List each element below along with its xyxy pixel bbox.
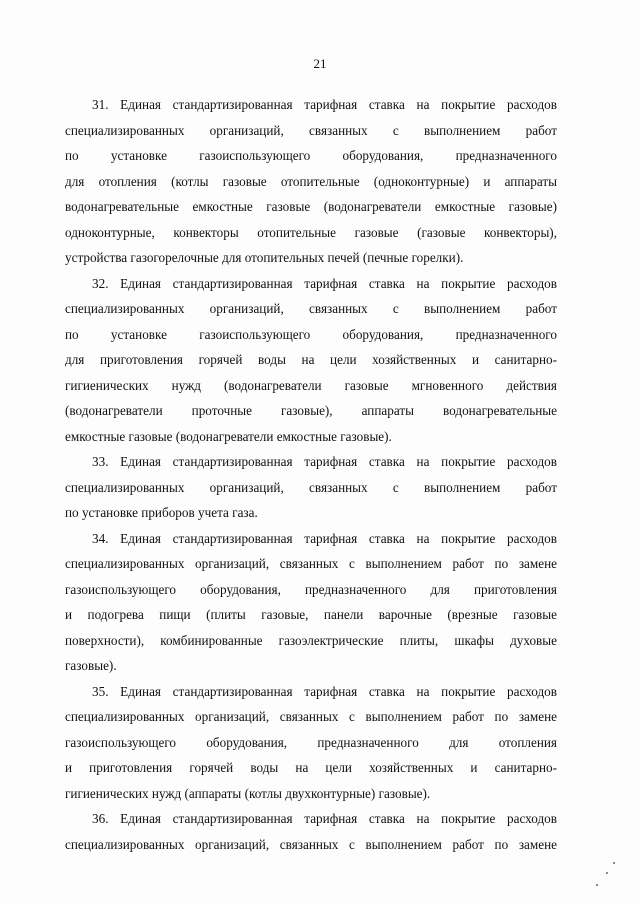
text-line: газоиспользующего оборудования, предназначенного для отопления bbox=[65, 734, 557, 750]
text-line: гигиенических нужд (аппараты (котлы двухконтурные) газовые). bbox=[65, 785, 431, 801]
paragraph-32 bbox=[65, 271, 557, 450]
paragraph-31 bbox=[65, 92, 557, 271]
scan-speck bbox=[606, 872, 608, 874]
text-line: по установке газоиспользующего оборудования, предназначенного bbox=[65, 148, 557, 163]
paragraph-36 bbox=[65, 806, 557, 857]
paragraph-33 bbox=[65, 449, 557, 526]
text-line: специализированных организаций, связанных с выполнением работ по замене bbox=[65, 709, 557, 724]
text-line: емкостные газовые (водонагреватели емкостные газовые). bbox=[65, 428, 392, 444]
text-line: водонагревательные емкостные газовые (водонагреватели емкостные газовые) bbox=[65, 199, 557, 214]
text-line: 31. Единая стандартизированная тарифная ставка на покрытие расходов bbox=[92, 97, 557, 112]
text-line: для отопления (котлы газовые отопительные (одноконтурные) и аппараты bbox=[65, 173, 557, 189]
text-line: для приготовления горячей воды на цели хозяйственных и санитарно- bbox=[65, 352, 557, 367]
text-line: по установке газоиспользующего оборудования, предназначенного bbox=[65, 326, 557, 342]
text-line: специализированных организаций, связанных с выполнением работ bbox=[65, 479, 557, 495]
text-line: 36. Единая стандартизированная тарифная ставка на покрытие расходов bbox=[92, 811, 557, 826]
text-line: и приготовления горячей воды на цели хозяйственных и санитарно- bbox=[65, 760, 557, 775]
scan-speck bbox=[596, 884, 598, 886]
text-line: гигиенических нужд (водонагреватели газовые мгновенного действия bbox=[65, 377, 557, 393]
text-line: одноконтурные, конвекторы отопительные газовые (газовые конвекторы), bbox=[65, 224, 557, 240]
text-line: и подогрева пищи (плиты газовые, панели варочные (врезные газовые bbox=[65, 607, 557, 622]
document-body bbox=[65, 92, 557, 857]
page-number: 21 bbox=[313, 56, 327, 71]
text-line: поверхности), комбинированные газоэлектрические плиты, шкафы духовые bbox=[65, 632, 557, 648]
scan-speck bbox=[613, 862, 615, 864]
paragraph-34 bbox=[65, 526, 557, 679]
text-line: специализированных организаций, связанных с выполнением работ по замене bbox=[65, 556, 557, 571]
text-line: специализированных организаций, связанных с выполнением работ bbox=[65, 301, 557, 316]
text-line: по установке приборов учета газа. bbox=[65, 505, 258, 520]
text-line: газоиспользующего оборудования, предназначенного для приготовления bbox=[65, 581, 557, 597]
paragraph-35 bbox=[65, 679, 557, 807]
text-line: 34. Единая стандартизированная тарифная ставка на покрытие расходов bbox=[92, 530, 557, 546]
text-line: (водонагреватели проточные газовые), аппараты водонагревательные bbox=[65, 403, 557, 418]
text-line: газовые). bbox=[65, 658, 117, 673]
text-line: устройства газогорелочные для отопительных печей (печные горелки). bbox=[65, 250, 464, 265]
text-line: специализированных организаций, связанных с выполнением работ по замене bbox=[65, 836, 557, 852]
text-line: 33. Единая стандартизированная тарифная ставка на покрытие расходов bbox=[92, 454, 557, 469]
text-line: специализированных организаций, связанных с выполнением работ bbox=[65, 122, 557, 138]
text-line: 32. Единая стандартизированная тарифная ставка на покрытие расходов bbox=[92, 275, 557, 291]
text-line: 35. Единая стандартизированная тарифная ставка на покрытие расходов bbox=[92, 683, 557, 699]
